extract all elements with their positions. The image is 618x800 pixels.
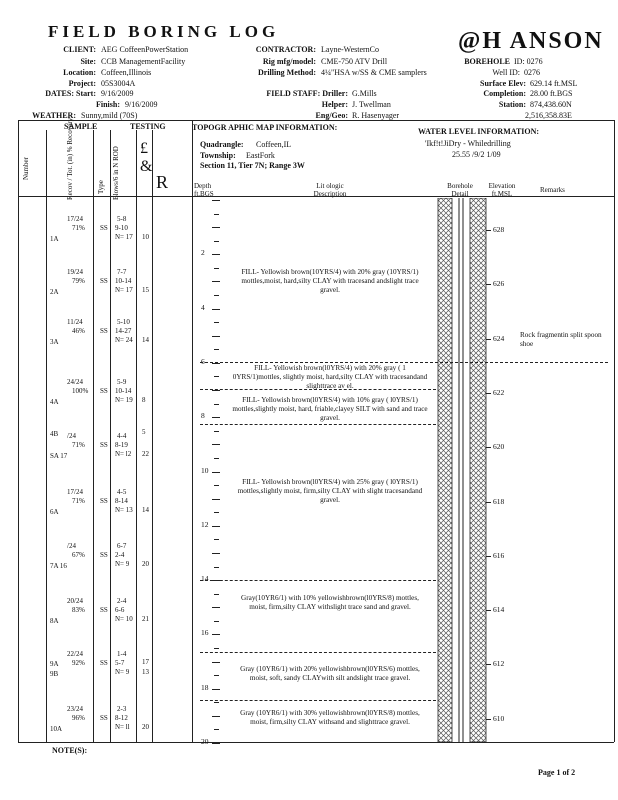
well-value: 0276 (524, 68, 540, 77)
depth-tick (212, 254, 220, 255)
sample-blows-2: 8-14 (115, 497, 128, 505)
quadrangle-label: Quadrangle: (200, 140, 244, 149)
sample-test-value: 22 (142, 450, 149, 458)
depth-label: 20 (201, 737, 209, 746)
sample-recovery-percent: 46% (72, 327, 85, 335)
sample-blows: 5-10 (117, 318, 130, 326)
depth-label: 12 (201, 519, 209, 529)
col-divider-4 (136, 130, 137, 742)
lithology-description-6: Gray (10YR6/1) with 20% yellowishbrown(l0YRS/6) mottles, moist, soft, sandy CLAYwith silt andslight trace gravel. (240, 665, 420, 682)
sample-id: 8A (50, 617, 59, 625)
sample-blows: 5-8 (117, 215, 127, 223)
sample-recovery-percent: 100% (72, 387, 89, 395)
sample-test-value: 14 (142, 506, 149, 514)
borehole-detail-graphic (436, 198, 492, 742)
remark-1: Rock fragmentin split spoon shoe (520, 331, 602, 348)
sample-test-value: 10 (142, 233, 149, 241)
finish-label: Finish: (95, 100, 120, 109)
sample-type: SS (100, 277, 108, 285)
station-value: 874,438.60N (530, 100, 572, 109)
depth-tick (212, 309, 220, 310)
sample-blows-2: 5-7 (115, 659, 125, 667)
depth-tick (214, 702, 219, 703)
depth-tick (212, 390, 220, 391)
column-type-header: Type (97, 180, 105, 194)
depth-tick (212, 200, 220, 201)
depth-label: 8 (201, 411, 205, 421)
sample-blows: 1-4 (117, 650, 127, 658)
sample-recovery-percent: 67% (72, 551, 85, 559)
stratum-boundary-3 (200, 424, 436, 425)
sample-recovery-percent: 96% (72, 714, 85, 722)
sample-recovery-percent: 79% (72, 277, 85, 285)
testing-header: TESTING (130, 122, 166, 131)
sample-id: 1A (50, 235, 59, 243)
depth-tick (212, 689, 220, 690)
sample-id: 6A (50, 508, 59, 516)
depth-tick (214, 241, 219, 242)
elevation-label: 624 (493, 333, 505, 343)
sample-n-value: N= 19 (115, 396, 133, 404)
sample-recovery-percent: 71% (72, 497, 85, 505)
dates-label: DATES: Start: (45, 89, 96, 98)
depth-tick (214, 648, 219, 649)
sample-type: SS (100, 441, 108, 449)
stratum-boundary-5 (200, 652, 436, 653)
sample-blows: 6-7 (117, 542, 127, 550)
column-depth-header: Depth ft.BGS (194, 182, 214, 198)
elevation-label: 618 (493, 496, 505, 506)
sample-type: SS (100, 551, 108, 559)
sample-recovery: 24/24 (67, 378, 83, 386)
client-label: CLIENT: (63, 45, 96, 54)
elevation-label: 610 (493, 713, 505, 723)
company-logo: @H ANSON (458, 28, 604, 54)
elevation-label: 626 (493, 279, 505, 289)
sample-type: SS (100, 606, 108, 614)
notes-label: NOTE(S): (52, 746, 88, 755)
sample-blows: 4-4 (117, 432, 127, 440)
depth-tick (214, 404, 219, 405)
water-header: WATER LEVEL INFORMATION: (418, 127, 540, 136)
elevation-label: 620 (493, 442, 505, 452)
water-level-line1: 'Ikf!t!JiDry - Whiledrilling (425, 139, 511, 148)
section-range: Section 11, Tier 7N; Range 3W (200, 161, 305, 170)
sample-type: SS (100, 497, 108, 505)
sample-n-value: N= 17 (115, 286, 133, 294)
lithology-description-7: Gray (10YR6/1) with 30% yellowishbrown(l0YRS/8) mottles, moist, firm,silty CLAY withsand and slighttrace gravel. (240, 709, 420, 726)
depth-tick (212, 417, 220, 418)
right-border (614, 120, 615, 742)
location-value: Coffeen,Illinois (101, 68, 152, 77)
helper-label: Helper: (321, 100, 348, 109)
testing-symbol-amp: & (140, 158, 153, 175)
sample-id: 10A (50, 725, 63, 733)
column-borehole-header: Borehole Detail (447, 182, 473, 198)
sample-blows-2: 10-14 (115, 277, 132, 285)
sample-blows-2: 14-27 (115, 327, 132, 335)
col-divider-6 (192, 120, 193, 742)
elevation-label: 628 (493, 225, 505, 234)
eng-value: R. Hasenyager (352, 111, 400, 120)
township-label: Township: (200, 151, 236, 160)
township-value: EastFork (246, 151, 275, 160)
sample-id: 9A (50, 660, 59, 668)
sample-id: 9B (50, 670, 59, 678)
station-label: Station: (498, 100, 526, 109)
depth-tick (214, 729, 219, 730)
sample-n-value: N= 9 (115, 668, 130, 676)
location-label: Location: (63, 68, 96, 77)
elevation-label: 622 (493, 387, 505, 397)
project-value: 05S3004A (101, 79, 136, 88)
lithology-description-2: FILL- Yellowish brown(l0YRS/4) with 20% gray ( 1 0YRS/1)mottles, slightly moist, hard,silty CLAY with tracesandand slighttrace av el. (232, 364, 428, 390)
sample-id: 3A (50, 338, 59, 346)
depth-tick (214, 322, 219, 323)
sample-blows-2: 10-14 (115, 387, 132, 395)
sample-type: SS (100, 224, 108, 232)
sample-recovery-percent: 92% (72, 659, 85, 667)
depth-tick (214, 512, 219, 513)
col-divider-3 (110, 130, 111, 742)
depth-tick (214, 675, 219, 676)
rig-label: Rig mfg/model: (262, 57, 316, 66)
sample-recovery: /24 (67, 432, 76, 440)
sample-type: SS (100, 714, 108, 722)
column-recovery-header: Recov / Tot. (in) % Recovery (66, 117, 74, 200)
sample-n-value: N= 24 (115, 336, 133, 344)
depth-tick (214, 567, 219, 568)
depth-tick (212, 336, 220, 337)
depth-label: 18 (201, 682, 209, 692)
header-divider (18, 120, 614, 121)
lithology-description-1: FILL- Yellowish brown(10YRS/4) with 20% gray (10YRS/1) mottles,moist, hard,silty CLAY with tracesand andslight trace gravel. (241, 268, 419, 294)
col-divider-1 (46, 130, 47, 742)
method-label: Drilling Method: (258, 68, 316, 77)
depth-tick (214, 268, 219, 269)
depth-tick (214, 458, 219, 459)
sample-recovery: /24 (67, 542, 76, 550)
sample-id: 4B (50, 430, 59, 438)
column-lithologic-header: Lit ologic Description (313, 182, 347, 198)
depth-tick (212, 526, 220, 527)
sample-recovery: 11/24 (67, 318, 83, 326)
sample-n-value: N= l2 (115, 450, 132, 458)
depth-tick (214, 485, 219, 486)
well-label: Well ID: (492, 68, 520, 77)
sample-test-value: 5 (142, 428, 146, 436)
sample-blows: 4-5 (117, 488, 127, 496)
sample-blows-2: 8-19 (115, 441, 128, 449)
sample-recovery: 20/24 (67, 597, 83, 605)
left-border (18, 120, 19, 742)
driller-value: G.Mills (352, 89, 377, 98)
station-east-value: 2,516,358.83E (525, 111, 572, 120)
depth-tick (212, 227, 220, 228)
sample-blows: 7-7 (117, 268, 127, 276)
client-value: AEG CoffeenPowerStation (101, 45, 189, 54)
sample-test-value: 17 (142, 658, 149, 666)
weather-value: Sunny,mild (70S) (81, 111, 138, 120)
site-label: Site: (80, 57, 96, 66)
sample-n-value: N= 10 (115, 615, 133, 623)
contractor-value: Layne-WesternCo (321, 45, 379, 54)
sample-recovery-percent: 83% (72, 606, 85, 614)
completion-value: 28.00 ft.BGS (530, 89, 573, 98)
sample-header: SAMPLE (64, 122, 98, 131)
sample-recovery: 17/24 (67, 215, 83, 223)
depth-label: 2 (201, 248, 205, 258)
depth-tick (212, 281, 220, 282)
elevation-label: 614 (493, 605, 505, 615)
weather-label: WEATHER: (32, 111, 76, 120)
page-number: Page 1 of 2 (538, 768, 576, 777)
sample-blows-2: 8-12 (115, 714, 128, 722)
depth-tick (214, 295, 219, 296)
staff-label: FIELD STAFF: Driller: (266, 89, 348, 98)
depth-label: 4 (201, 302, 205, 312)
sample-type: SS (100, 659, 108, 667)
stratum-boundary-6 (200, 700, 436, 701)
sample-test-value: 21 (142, 615, 149, 623)
contractor-label: CONTRACTOR: (255, 45, 316, 54)
depth-tick (214, 214, 219, 215)
sample-id: 2A (50, 288, 59, 296)
sample-n-value: N= 17 (115, 233, 133, 241)
page-title: FIELD BORING LOG (48, 22, 280, 41)
sample-test-value: 13 (142, 668, 149, 676)
sample-recovery: 19/24 (67, 268, 83, 276)
depth-label: 6 (201, 356, 205, 366)
depth-tick (214, 376, 219, 377)
depth-tick (212, 634, 220, 635)
project-label: Project: (68, 79, 96, 88)
sample-id: SA 17 (50, 452, 68, 460)
sample-blows-2: 9-10 (115, 224, 128, 232)
depth-tick (214, 621, 219, 622)
borehole-value: ID: 0276 (514, 57, 543, 66)
depth-tick (214, 431, 219, 432)
sample-recovery-percent: 71% (72, 224, 85, 232)
sample-blows: 2-4 (117, 597, 127, 605)
sample-blows-2: 6-6 (115, 606, 125, 614)
water-level-line2: 25.55 /9/2 1/09 (452, 150, 501, 159)
stratum-boundary-1 (200, 362, 608, 363)
lithology-description-5: Gray(10YR6/1) with 10% yellowishbrown(l0YRS/8) mottles, moist, firm,silty CLAY withslight trace sand and gravel. (241, 594, 419, 611)
elevation-label: 612 (493, 659, 505, 669)
sample-recovery: 17/24 (67, 488, 83, 496)
col-divider-2 (93, 130, 94, 742)
sample-blows-2: 2-4 (115, 551, 125, 559)
elevation-label: 616 (493, 550, 505, 560)
sample-id: 4A (50, 398, 59, 406)
depth-tick (212, 444, 220, 445)
depth-tick (212, 472, 220, 473)
sample-blows: 5-9 (117, 378, 127, 386)
method-value: 4¼"HSA w/SS & CME samplers (321, 68, 427, 77)
sample-test-value: 14 (142, 336, 149, 344)
column-remarks-header: Remarks (540, 186, 565, 194)
column-header-divider (18, 196, 614, 197)
log-bottom-line (18, 742, 614, 743)
column-number-header: Number (22, 157, 30, 180)
sample-test-value: 20 (142, 723, 149, 731)
sample-n-value: N= 13 (115, 506, 133, 514)
sample-type: SS (100, 327, 108, 335)
depth-tick (212, 716, 220, 717)
rig-value: CME-750 ATV Drill (321, 57, 388, 66)
sample-test-value: 8 (142, 396, 146, 404)
helper-value: J. Twellman (352, 100, 391, 109)
borehole-label: BOREHOLE (464, 57, 510, 66)
depth-tick (212, 607, 220, 608)
lithology-description-3: FILL- Yellowish brown(l0YRS/4) with 10% gray ( l0YRS/1) mottles,slightly moist, hard, friable,clayey SILT with sand and trace gravel. (232, 396, 428, 422)
sample-id: 7A 16 (50, 562, 67, 570)
eng-label: Eng/Geo: (315, 111, 348, 120)
sample-recovery: 22/24 (67, 650, 83, 658)
depth-label: 16 (201, 628, 209, 638)
sample-type: SS (100, 387, 108, 395)
depth-tick (212, 363, 220, 364)
depth-label: 10 (201, 465, 209, 475)
sample-recovery: 23/24 (67, 705, 83, 713)
stratum-boundary-4 (200, 580, 436, 581)
depth-tick (212, 662, 220, 663)
col-divider-5 (152, 130, 153, 742)
sample-test-value: 20 (142, 560, 149, 568)
sample-n-value: N= ll (115, 723, 130, 731)
start-date: 9/16/2009 (101, 89, 134, 98)
topo-header: TOPOGR APHIC MAP INFORMATION: (192, 123, 338, 132)
sample-n-value: N= 9 (115, 560, 130, 568)
surface-label: Surface Elev: (480, 79, 526, 88)
completion-label: Completion: (483, 89, 526, 98)
testing-symbol-r: R (156, 172, 169, 192)
depth-tick (212, 499, 220, 500)
site-value: CCB ManagementFacility (101, 57, 186, 66)
depth-tick (214, 349, 219, 350)
depth-tick (212, 553, 220, 554)
surface-value: 629.14 ft.MSL (530, 79, 578, 88)
column-blows-header: Blows/6 in N ROD (112, 146, 120, 200)
sample-test-value: 15 (142, 286, 149, 294)
lithology-description-4: FILL- Yellowish brown(l0YRS/4) with 25% gray ( l0YRS/1) mottles,slightly moist, firm,silty CLAY with slight tracesandand gravel. (237, 478, 423, 504)
depth-tick (214, 594, 219, 595)
testing-symbol-pound: £ (140, 140, 148, 157)
sample-blows: 2-3 (117, 705, 127, 713)
depth-label: 14 (201, 574, 209, 584)
quadrangle-value: Coffeen,IL (256, 140, 292, 149)
depth-tick (214, 539, 219, 540)
finish-date: 9/16/2009 (125, 100, 158, 109)
sample-recovery-percent: 71% (72, 441, 85, 449)
depth-tick (212, 743, 220, 744)
column-elevation-header: Elevation ft.MSL (488, 182, 516, 198)
